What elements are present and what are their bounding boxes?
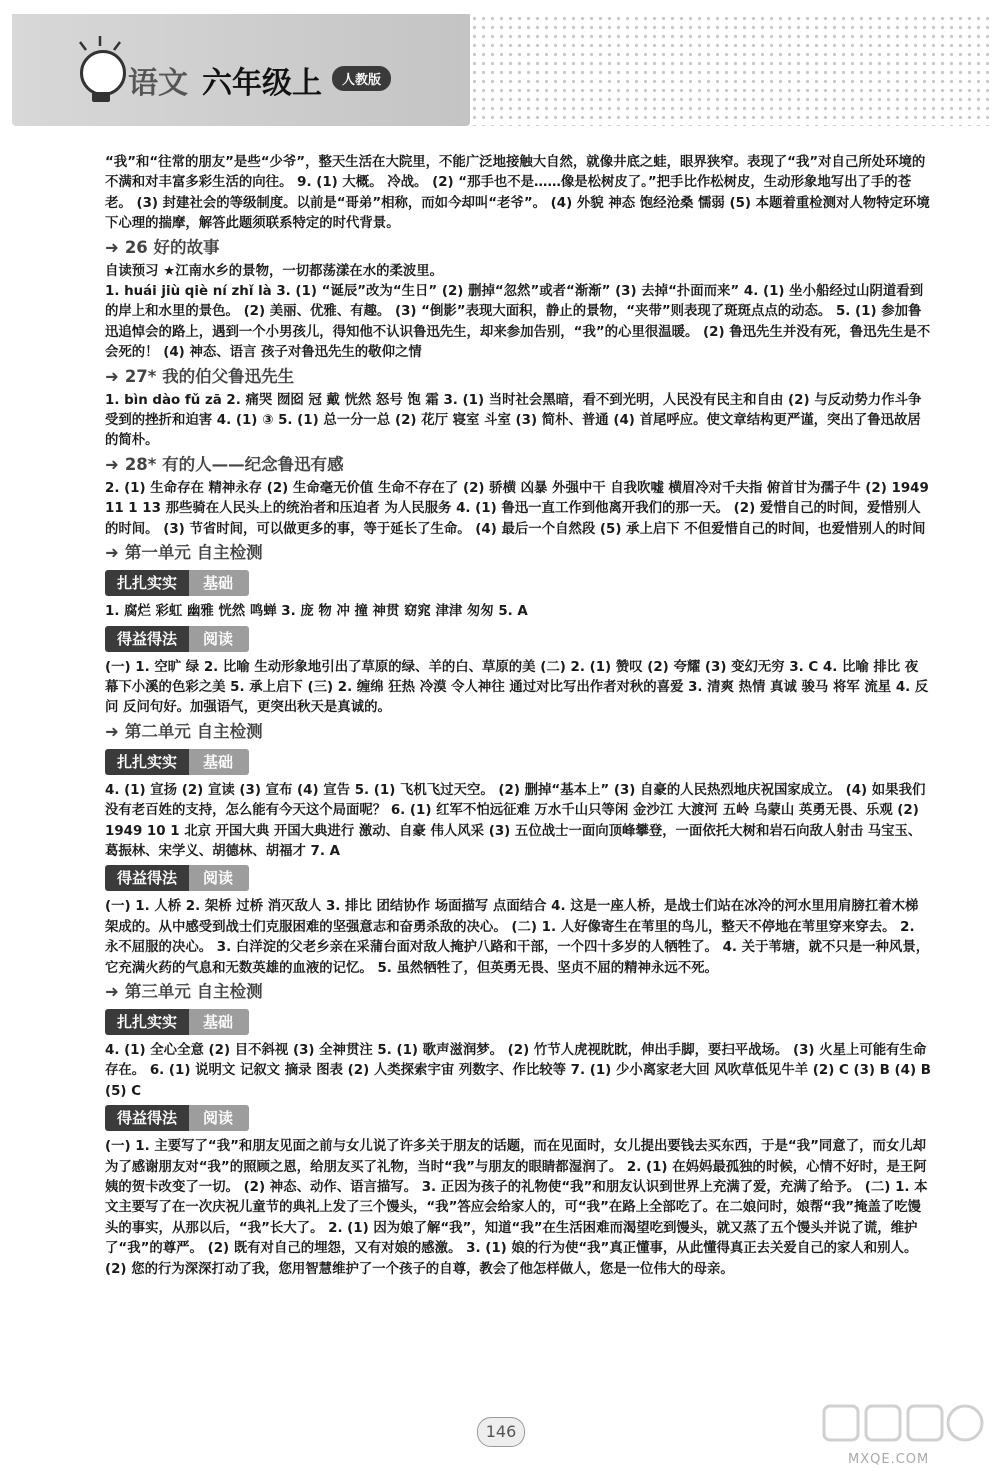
answer-paragraph: 自读预习 ★江南水乡的景物，一切都荡漾在水的柔波里。 — [105, 263, 444, 279]
arrow-right-icon: ➜ — [105, 981, 119, 1001]
section-heading-text: 26 好的故事 — [124, 237, 220, 257]
section-heading-text: 28* 有的人——纪念鲁迅有感 — [124, 454, 344, 474]
page-number: 146 — [477, 1417, 525, 1447]
category-tag — [105, 1105, 249, 1131]
arrow-right-icon: ➜ — [105, 366, 119, 386]
category-tag-label: 得益得法 — [105, 865, 189, 891]
category-tag — [105, 626, 249, 652]
category-tag — [105, 570, 249, 596]
category-tag — [105, 865, 249, 891]
category-tag-type: 基础 — [189, 1009, 249, 1035]
answer-paragraph: (一) 1. 空旷 绿 2. 比喻 生动形象地引出了草原的绿、羊的白、草原的美 (二) 2. (1) 赞叹 (2) 夸耀 (3) 变幻无穷 3. C 4. 比喻 排比 夜幕下小溪的色彩之美 5. 承上启下 (三) 2. 缠绵 狂热 冷漠 令人神往 通过对比写出作者对秋的喜爱 3. 清爽 热情 真诚 骏马 将军 流星 4. 反问 反问句好。加强语气，更突出秋天是真诚的。 — [105, 659, 929, 716]
answer-paragraph: 2. (1) 生命存在 精神永存 (2) 生命毫无价值 生命不存在了 (2) 骄横 凶暴 外强中干 自我吹嘘 横眉冷对千夫指 俯首甘为孺子牛 (2) 1949 11 1 13 那些骑在人民头上的统治者和压迫者 为人民服务 4. (1) 鲁迅一直工作到他离开我们的那一天。 (2) 爱惜自己的时间，爱惜别人的时间。 (3) 节省时间，可以做更多的事，等于延长了生命。 (4) 最后一个自然段 (5) 承上启下 不但爱惜自己的时间，也爱惜别人的时间 — [105, 480, 929, 537]
lightbulb-icon — [80, 50, 126, 96]
subject-title: 语文 — [128, 66, 188, 101]
answer-paragraph: “我”和“往常的朋友”是些“少爷”，整天生活在大院里，不能广泛地接触大自然，就像井底之蛙，眼界狭窄。表现了“我”对自己所处环境的不满和对丰富多彩生活的向往。 9. (1) 大概。 冷战。 (2) “那手也不是……像是松树皮了。”把手比作松树皮，生动形象地写出了手的苍老。 (3) 封建社会的等级制度。以前是“哥弟”相称，而如今却叫“老爷”。 (4) 外貌 神态 饱经沧桑 懦弱 (5) 本题着重检测对人物特定环境下心理的揣摩，解答此题须联系特定的时代背景。 — [105, 155, 930, 232]
category-tag-type: 阅读 — [189, 1105, 249, 1131]
answer-paragraph: (一) 1. 主要写了“我”和朋友见面之前与女儿说了许多关于朋友的话题，而在见面时，女儿提出要钱去买东西，于是“我”同意了，而女儿却为了感谢朋友对“我”的照顾之恩，给朋友买了礼物，当时“我”与朋友的眼睛都湿润了。 2. (1) 在妈妈最孤独的时候，心情不好时，是王阿姨的贺卡改变了一切。 (2) 神态、动作、语言描写。 3. 正因为孩子的礼物使“我”和朋友认识到世界上充满了爱，充满了给予。 (二) 1. 本文主要写了在一次庆祝儿童节的典礼上发了三个馒头，“我”答应会给家人的，可“我”在路上全部吃了。在二娘问时，娘帮“我”掩盖了吃馒头的事实，从那以后，“我”长大了。 2. (1) 因为娘了解“我”，知道“我”在生活困难而渴望吃到馒头，就又蒸了五个馒头并说了谎，维护了“我”的尊严。 (2) 既有对自己的埋怨，又有对娘的感激。 3. (1) 娘的行为使“我”真正懂事，从此懂得真正去关爱自己的家人和别人。 (2) 您的行为深深打动了我，您用智慧维护了一个孩子的自尊，教会了他怎样做人，您是一位伟大的母亲。 — [105, 1139, 928, 1277]
answer-paragraph: 1. bìn dào fǔ zā 2. 痛哭 囫囵 冠 戴 恍然 怒号 饱 霜 3. (1) 当时社会黑暗，看不到光明，人民没有民主和自由 (2) 与反动势力作斗争受到的挫折和迫害 4. (1) ③ 5. (1) 总一分一总 (2) 花厅 寝室 斗室 (3) 简朴、普通 (4) 首尾呼应。使文章结构更严谨，突出了鲁迅故居的简朴。 — [105, 392, 922, 449]
category-tag-type: 基础 — [189, 749, 249, 775]
arrow-right-icon: ➜ — [105, 543, 119, 563]
answer-content — [105, 153, 931, 1280]
answer-paragraph: (一) 1. 人桥 2. 架桥 过桥 消灭敌人 3. 排比 团结协作 场面描写 点面结合 4. 这是一座人桥，是战士们站在冰冷的河水里用肩膀扛着木梯架成的。从中感受到战士们克服困难的坚强意志和奋勇杀敌的决心。 (二) 1. 人好像寄生在苇里的鸟儿，整天不停地在苇里穿来穿去。 2. 永不屈服的决心。 3. 白洋淀的父老乡亲在采蒲台面对敌人掩护八路和干部，一个四十多岁的人牺牲了。 4. 关于苇塘，就不只是一种风景，它充满火药的气息和无数英雄的血液的记忆。 5. 虽然牺牲了，但英勇无畏、坚贞不屈的精神永远不死。 — [105, 899, 930, 976]
page-header — [0, 0, 1000, 150]
grade-title: 六年级上 — [202, 66, 322, 101]
edition-badge: 人教版 — [332, 66, 391, 91]
section-heading-text: 第三单元 自主检测 — [124, 981, 263, 1001]
answer-paragraph: 1. 腐烂 彩虹 幽雅 恍然 鸣蝉 3. 庞 物 冲 撞 神贯 窈窕 津津 匆匆 5. A — [105, 604, 528, 620]
section-heading-text: 27* 我的伯父鲁迅先生 — [124, 366, 295, 386]
category-tag-type: 阅读 — [189, 865, 249, 891]
arrow-right-icon: ➜ — [105, 454, 119, 474]
category-tag-label: 得益得法 — [105, 1105, 189, 1131]
dot-pattern — [470, 14, 990, 126]
lightbulb-base — [92, 92, 110, 102]
arrow-right-icon: ➜ — [105, 721, 119, 741]
category-tag-label: 扎扎实实 — [105, 570, 189, 596]
answer-paragraph: 1. huái jiù qiè ní zhǐ là 3. (1) “诞辰”改为“生日” (2) 删掉“忽然”或者“渐渐” (3) 去掉“扑面而来” 4. (1) 坐小船经过山阴道看到的岸上和水里的景色。 (2) 美丽、优雅、有趣。 (3) “倒影”表现大面积，静止的景物，“夹带”则表现了斑斑点点的动态。 5. (1) 参加鲁迅追悼会的路上，遇到一个小男孩儿，得知他不认识鲁迅先生，却来参加告别，“我”的心里很温暖。 (2) 鲁迅先生并没有死，鲁迅先生是不会死的！ (4) 神态、语言 孩子对鲁迅先生的敬仰之情 — [105, 284, 931, 361]
section-heading — [105, 541, 931, 565]
category-tag-type: 阅读 — [189, 626, 249, 652]
category-tag-label: 得益得法 — [105, 626, 189, 652]
answer-paragraph: 4. (1) 宣扬 (2) 宣读 (3) 宣布 (4) 宣告 5. (1) 飞机飞过天空。 (2) 删掉“基本上” (3) 自豪的人民热烈地庆祝国家成立。 (4) 如果我们没有老百姓的支持，怎么能有今天这个局面呢？ 6. (1) 红军不怕远征难 万水千山只等闲 金沙江 大渡河 五岭 乌蒙山 英勇无畏、乐观 (2) 1949 10 1 北京 开国大典 开国大典进行 激动、自豪 伟人风采 (3) 五位战士一面向顶峰攀登，一面依托大树和岩石向敌人射击 马宝玉、葛振林、宋学义、胡德林、胡福才 7. A — [105, 782, 926, 859]
section-heading — [105, 365, 931, 389]
answer-paragraph: 4. (1) 全心全意 (2) 目不斜视 (3) 全神贯注 5. (1) 歌声滋润梦。 (2) 竹节人虎视眈眈，伸出手脚，要扫平战场。 (3) 火星上可能有生命存在。 6. (1) 说明文 记叙文 摘录 图表 (2) 人类探索宇宙 列数字、作比较等 7. (1) 少小离家老大回 风吹草低见牛羊 (2) C (3) B (4) B (5) C — [105, 1042, 931, 1099]
section-heading — [105, 980, 931, 1004]
arrow-right-icon: ➜ — [105, 237, 119, 257]
section-heading — [105, 236, 931, 260]
section-heading-text: 第二单元 自主检测 — [124, 721, 263, 741]
category-tag-label: 扎扎实实 — [105, 1009, 189, 1035]
category-tag-label: 扎扎实实 — [105, 749, 189, 775]
section-heading — [105, 720, 931, 744]
category-tag — [105, 749, 249, 775]
watermark-text: MXQE.COM — [848, 1452, 930, 1467]
category-tag — [105, 1009, 249, 1035]
section-heading — [105, 453, 931, 477]
section-heading-text: 第一单元 自主检测 — [124, 543, 263, 563]
category-tag-type: 基础 — [189, 570, 249, 596]
